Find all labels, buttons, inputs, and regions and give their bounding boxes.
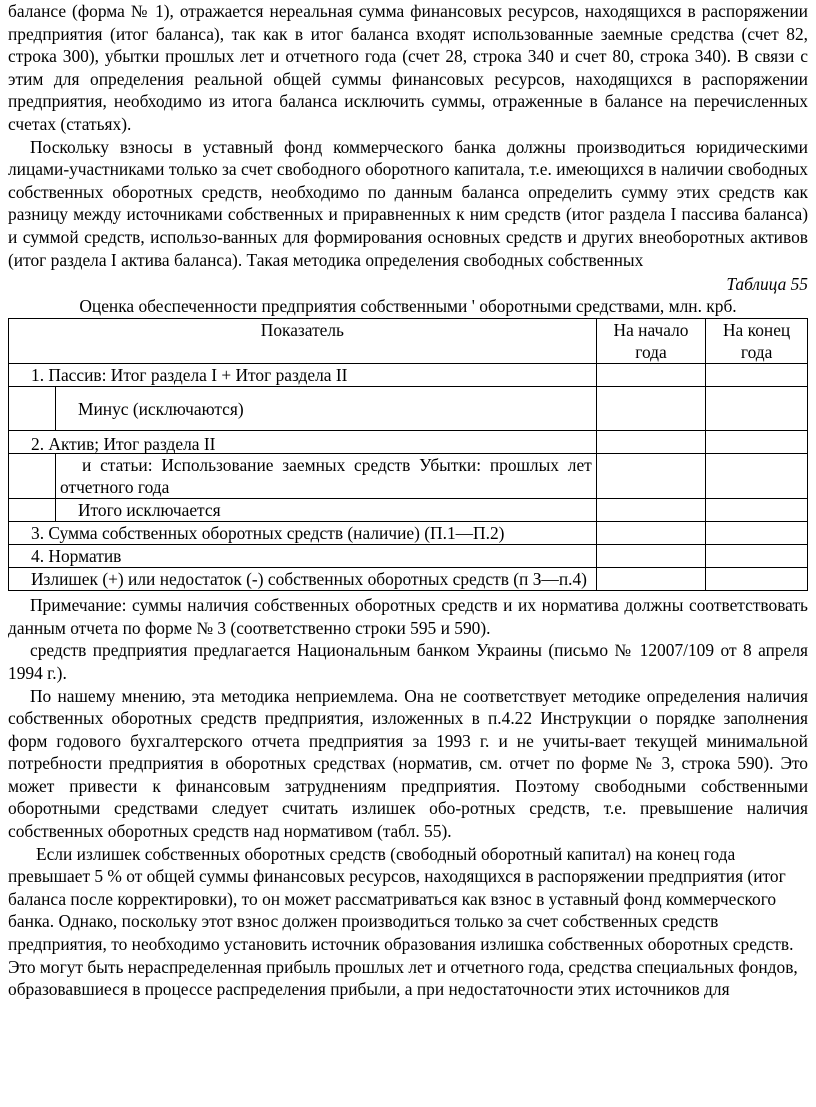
cell-end bbox=[706, 499, 808, 522]
cell-end bbox=[706, 454, 808, 499]
document-page bbox=[8, 0, 808, 1001]
table-row bbox=[9, 499, 808, 522]
assessment-table bbox=[8, 318, 808, 591]
cell-end bbox=[706, 364, 808, 387]
paragraph-surplus: Если излишек собственных оборотных средств (свободный оборотный капитал) на конец года превышает 5 % от общей суммы финансовых ресурсов, находящихся в распоряжении предприятия (итог баланса после корректировки), то он может рассматриваться как взнос в уставный фонд коммерческого банка. Однако, поскольку этот взнос должен производиться только за счет собственных средств предприятия, то необходимо установить источник образования излишка собственных оборотных средств. Это могут быть нераспределенная прибыль прошлых лет и отчетного года, средства специальных фондов, образовавшиеся в процессе распределения прибыли, а при недостаточности этих источников для bbox=[8, 843, 798, 1000]
header-start-of-year: На начало года bbox=[596, 319, 705, 364]
cell-start bbox=[596, 454, 705, 499]
header-indicator: Показатель bbox=[9, 319, 597, 364]
row-label: 1. Пассив: Итог раздела I + Итог раздела II bbox=[9, 364, 597, 387]
row-label: Итого исключается bbox=[56, 499, 597, 522]
cell-end bbox=[706, 387, 808, 431]
table-row bbox=[9, 568, 808, 591]
row-indent-cell bbox=[9, 454, 56, 499]
row-label: Излишек (+) или недостаток (-) собственных оборотных средств (п З—п.4) bbox=[9, 568, 597, 591]
paragraph-methodology: Поскольку взносы в уставный фонд коммерческого банка должны производиться юридическими лицами-участниками только за счет свободного оборотного капитала, т.е. имеющихся в наличии свободных собственных оборотных средств, необходимо по данным баланса определить сумму этих средств как разницу между источниками собственных и приравненных к ним средств (итог раздела I пассива баланса) и суммой средств, использо-ванных для формирования основных средств и других внеоборотных активов (итог раздела I актива баланса). Такая методика определения свободных собственных bbox=[8, 136, 808, 270]
row-label: Минус (исключаются) bbox=[56, 387, 597, 431]
paragraph-nbu-method: средств предприятия предлагается Национальным банком Украины (письмо № 12007/109 от 8 апреля 1994 г.). bbox=[8, 640, 808, 683]
row-label: и статьи: Использование заемных средств Убытки: прошлых лет отчетного года bbox=[56, 454, 597, 499]
table-row bbox=[9, 387, 808, 431]
cell-start bbox=[596, 522, 705, 545]
cell-start bbox=[596, 431, 705, 454]
paragraph-opinion: По нашему мнению, эта методика неприемлема. Она не соответствует методике определения наличия собственных оборотных средств предприятия, изложенных в п.4.22 Инструкции о порядке заполнения форм годового бухгалтерского отчета предприятия за 1993 г. и не учиты-вает текущей минимальной потребности предприятия в оборотных средствах (норматив, см. отчет по форме № 3, строка 590). Это может привести к финансовым затруднениям предприятия. Поэтому свободными собственными оборотными средствами следует считать излишек обо-ротных средств, т.е. превышение наличия собственных оборотных средств над нормативом (табл. 55). bbox=[8, 685, 808, 842]
table-row bbox=[9, 454, 808, 499]
row-label: 4. Норматив bbox=[9, 545, 597, 568]
row-indent-cell bbox=[9, 387, 56, 431]
row-label: 2. Актив; Итог раздела II bbox=[9, 431, 597, 454]
cell-start bbox=[596, 568, 705, 591]
row-label: 3. Сумма собственных оборотных средств (наличие) (П.1—П.2) bbox=[9, 522, 597, 545]
table-title: Оценка обеспеченности предприятия собственными ' оборотными средствами, млн. крб. bbox=[79, 296, 737, 317]
cell-start bbox=[596, 545, 705, 568]
table-number: Таблица 55 bbox=[726, 274, 808, 295]
cell-end bbox=[706, 545, 808, 568]
cell-end bbox=[706, 568, 808, 591]
paragraph-intro: балансе (форма № 1), отражается нереальная сумма финансовых ресурсов, находящихся в распоряжении предприятия (итог баланса), так как в итог баланса входят использованные заемные средства (счет 82, строка 300), убытки прошлых лет и отчетного года (счет 28, строка 340 и счет 80, строка 340). В связи с этим для определения реальной общей суммы финансовых ресурсов, находящихся в распоряжении предприятия, необходимо из итога баланса исключить суммы, отраженные в балансе на перечисленных счетах (статьях). bbox=[8, 1, 808, 134]
header-end-of-year: На конец года bbox=[706, 319, 808, 364]
row-indent-cell bbox=[9, 499, 56, 522]
table-row bbox=[9, 522, 808, 545]
table-row bbox=[9, 545, 808, 568]
table-header-row bbox=[9, 319, 808, 364]
cell-start bbox=[596, 499, 705, 522]
cell-start bbox=[596, 387, 705, 431]
table-row bbox=[9, 431, 808, 454]
cell-end bbox=[706, 431, 808, 454]
cell-start bbox=[596, 364, 705, 387]
table-note: Примечание: суммы наличия собственных оборотных средств и их норматива должны соответствовать данным отчета по форме № 3 (соответственно строки 595 и 590). bbox=[8, 595, 808, 638]
table-row bbox=[9, 364, 808, 387]
cell-end bbox=[706, 522, 808, 545]
